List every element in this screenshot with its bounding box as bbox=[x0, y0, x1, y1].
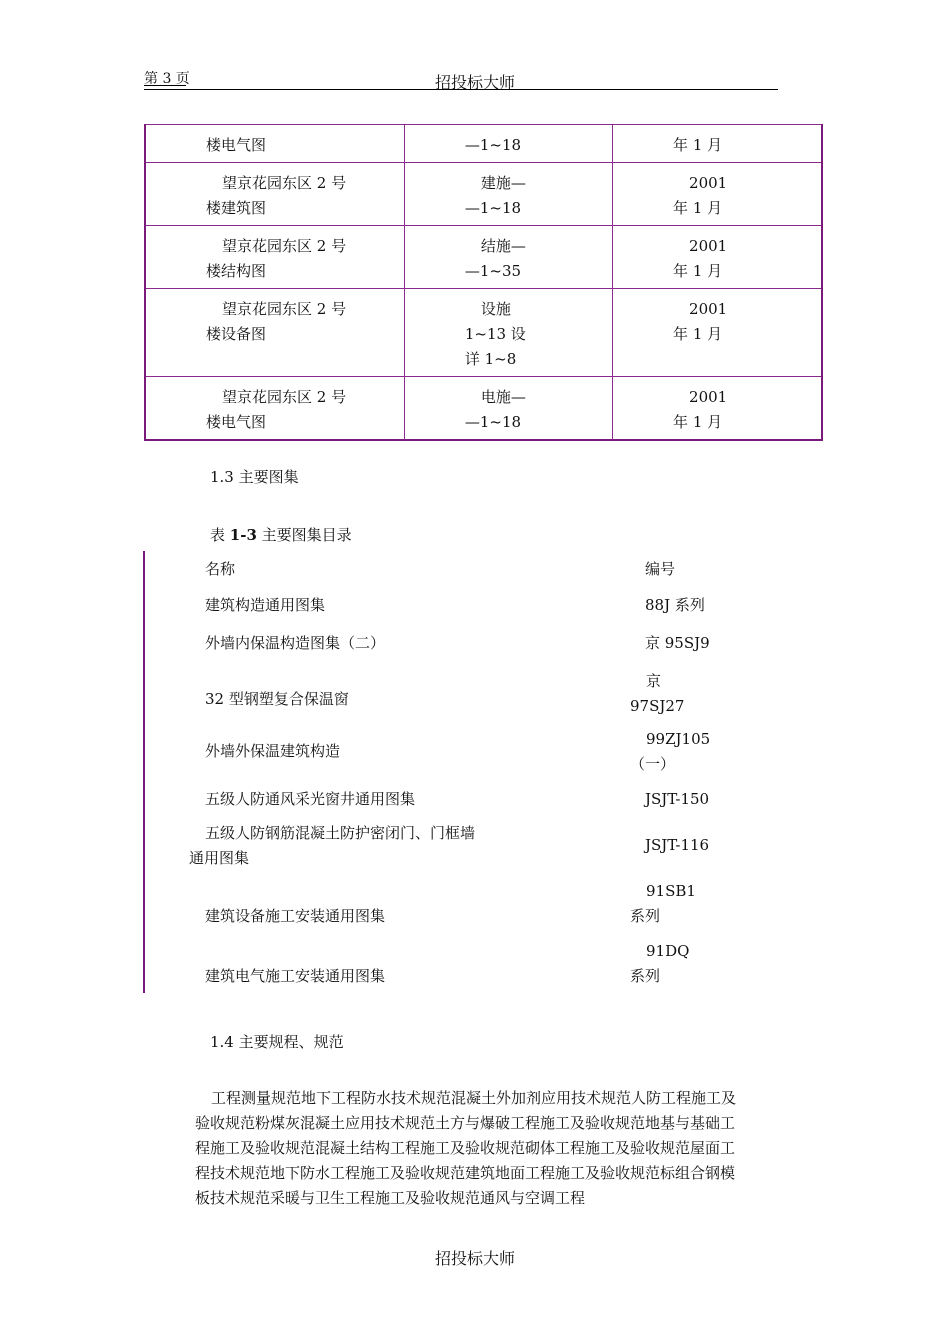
drawing-date-line: 2001 bbox=[689, 300, 728, 318]
atlas-name: 外墙外保温建筑构造 bbox=[205, 742, 341, 760]
drawing-name bbox=[145, 125, 404, 163]
drawing-code-line: 1~13 设 bbox=[464, 325, 526, 343]
atlas-code: 91DQ 系列 bbox=[630, 942, 690, 985]
drawing-name bbox=[145, 163, 404, 226]
atlas-code: 88J 系列 bbox=[645, 596, 705, 614]
drawing-date bbox=[613, 163, 822, 226]
drawing-name-line: 望京花园东区 2 号 bbox=[222, 237, 347, 255]
caption-text: 主要图集目录 bbox=[256, 526, 352, 544]
drawing-date-line: 年 1 月 bbox=[673, 262, 723, 280]
table-row bbox=[145, 163, 822, 226]
drawing-date bbox=[613, 226, 822, 289]
drawing-code-line: 结施— bbox=[480, 237, 526, 255]
drawing-date bbox=[613, 125, 822, 163]
drawing-code-line: —1~18 bbox=[464, 136, 522, 154]
atlas-header-row bbox=[145, 557, 785, 593]
drawing-code-line: —1~35 bbox=[464, 262, 522, 280]
list-item bbox=[145, 939, 785, 999]
header-title: 招投标大师 bbox=[434, 73, 515, 92]
drawing-date-line: 年 1 月 bbox=[673, 199, 723, 217]
drawing-code bbox=[404, 226, 612, 289]
list-item bbox=[145, 631, 785, 669]
section-heading-1-4: 1.4 主要规程、规范 bbox=[210, 1033, 344, 1051]
drawing-date-line: 年 1 月 bbox=[673, 136, 723, 154]
drawing-name bbox=[145, 226, 404, 289]
table-row bbox=[145, 125, 822, 163]
drawing-code-line: 设施 bbox=[480, 300, 511, 318]
drawing-code bbox=[404, 163, 612, 226]
atlas-code: JSJT-116 bbox=[645, 836, 710, 854]
atlas-list bbox=[145, 551, 785, 993]
drawing-name bbox=[145, 377, 404, 441]
drawing-code-line: 详 1~8 bbox=[464, 350, 517, 368]
list-item bbox=[145, 821, 785, 879]
atlas-name: 建筑设备施工安装通用图集 bbox=[205, 907, 386, 925]
drawing-name-line: 楼电气图 bbox=[206, 413, 267, 431]
table-row bbox=[145, 226, 822, 289]
drawing-name bbox=[145, 289, 404, 377]
drawing-name-line: 楼结构图 bbox=[206, 262, 267, 280]
drawing-name-line: 望京花园东区 2 号 bbox=[222, 174, 347, 192]
caption-number: 1-3 bbox=[229, 526, 257, 544]
drawing-code bbox=[404, 289, 612, 377]
drawing-date-line: 2001 bbox=[689, 174, 728, 192]
header-rule bbox=[144, 89, 778, 90]
drawing-date-line: 2001 bbox=[689, 388, 728, 406]
atlas-code: 京 95SJ9 bbox=[645, 634, 710, 652]
atlas-name: 五级人防钢筋混凝土防护密闭门、门框墙通用图集 bbox=[189, 824, 476, 867]
drawing-date-line: 年 1 月 bbox=[673, 325, 723, 343]
atlas-name: 建筑构造通用图集 bbox=[205, 596, 326, 614]
drawing-date-line: 2001 bbox=[689, 237, 728, 255]
table-row bbox=[145, 289, 822, 377]
caption-prefix: 表 bbox=[210, 526, 230, 544]
list-item bbox=[145, 669, 785, 727]
drawing-date-line: 年 1 月 bbox=[673, 413, 723, 431]
drawing-name-line: 楼建筑图 bbox=[206, 199, 267, 217]
atlas-header-name: 名称 bbox=[205, 560, 236, 578]
drawing-name-line: 楼设备图 bbox=[206, 325, 267, 343]
drawing-name-line: 望京花园东区 2 号 bbox=[222, 300, 347, 318]
atlas-name: 外墙内保温构造图集（二） bbox=[205, 634, 386, 652]
drawing-name-line: 望京花园东区 2 号 bbox=[222, 388, 347, 406]
drawing-code-line: 电施— bbox=[480, 388, 526, 406]
drawing-code bbox=[404, 377, 612, 441]
drawing-code bbox=[404, 125, 612, 163]
atlas-code: JSJT-150 bbox=[645, 790, 710, 808]
atlas-name: 建筑电气施工安装通用图集 bbox=[205, 967, 386, 985]
drawing-code-line: —1~18 bbox=[464, 199, 522, 217]
list-item bbox=[145, 727, 785, 787]
list-item bbox=[145, 787, 785, 821]
table-caption bbox=[210, 524, 352, 545]
list-item bbox=[145, 879, 785, 939]
drawing-date bbox=[613, 289, 822, 377]
drawings-table bbox=[144, 124, 823, 441]
atlas-code: 91SB1 系列 bbox=[630, 882, 696, 925]
drawing-name-line: 楼电气图 bbox=[206, 136, 267, 154]
standards-paragraph: 工程测量规范地下工程防水技术规范混凝土外加剂应用技术规范人防工程施工及验收规范粉煤灰混凝土应用技术规范土方与爆破工程施工及验收规范地基与基础工程施工及验收规范混凝土结构工程施工及验收规范砌体工程施工及验收规范屋面工程技术规范地下防水工程施工及验收规范建筑地面工程施工及验收规范标组合钢模板技术规范采暖与卫生工程施工及验收规范通风与空调工程 bbox=[195, 1089, 737, 1207]
drawing-code-line: —1~18 bbox=[464, 413, 522, 431]
atlas-header-code: 编号 bbox=[645, 560, 676, 578]
atlas-name: 五级人防通风采光窗井通用图集 bbox=[205, 790, 416, 808]
table-row bbox=[145, 377, 822, 441]
atlas-code: 99ZJ105 （一） bbox=[630, 730, 711, 773]
page-footer: 招投标大师 bbox=[434, 1249, 515, 1268]
drawing-date bbox=[613, 377, 822, 441]
page-number-underline bbox=[144, 85, 186, 86]
drawing-code-line: 建施— bbox=[480, 174, 526, 192]
atlas-name: 32 型钢塑复合保温窗 bbox=[205, 690, 349, 708]
list-item bbox=[145, 593, 785, 631]
atlas-code: 京 97SJ27 bbox=[630, 672, 685, 715]
section-heading-1-3: 1.3 主要图集 bbox=[210, 468, 299, 486]
page-number: 第 3 页 bbox=[144, 71, 190, 87]
